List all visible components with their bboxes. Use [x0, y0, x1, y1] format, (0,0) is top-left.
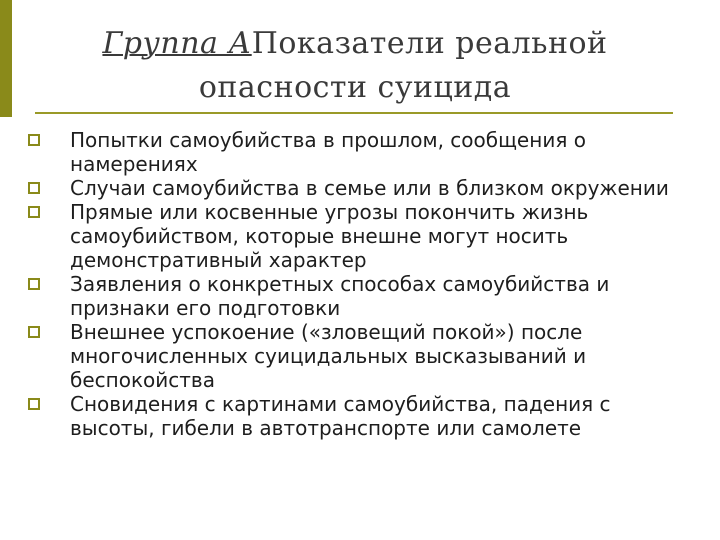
title-main: Показатели реальной опасности суицида	[198, 26, 608, 105]
bullet-text: Заявления о конкретных способах самоубийства и признаки его подготовки	[70, 272, 610, 320]
open-square-bullet-icon	[28, 206, 40, 218]
title-divider	[35, 112, 673, 114]
bullet-text: Попытки самоубийства в прошлом, сообщения о намерениях	[70, 128, 586, 176]
title-prefix: Группа А	[102, 26, 252, 61]
bullet-text: Сновидения с картинами самоубийства, падения с высоты, гибели в автотранспорте или самолете	[70, 392, 611, 440]
bullet-list	[28, 128, 698, 440]
bullet-item	[28, 320, 698, 392]
bullet-item	[28, 128, 698, 176]
bullet-item	[28, 200, 698, 272]
bullet-item	[28, 272, 698, 320]
bullet-text: Внешнее успокоение («зловещий покой») после многочисленных суицидальных высказываний и беспокойства	[70, 320, 587, 392]
accent-sidebar-bar	[0, 0, 12, 117]
bullet-text: Случаи самоубийства в семье или в близком окружении	[70, 176, 669, 200]
bullet-text: Прямые или косвенные угрозы покончить жизнь самоубийством, которые внешне могут носить демонстративный характер	[70, 200, 589, 272]
open-square-bullet-icon	[28, 278, 40, 290]
open-square-bullet-icon	[28, 182, 40, 194]
open-square-bullet-icon	[28, 326, 40, 338]
bullet-item	[28, 392, 698, 440]
open-square-bullet-icon	[28, 134, 40, 146]
open-square-bullet-icon	[28, 398, 40, 410]
bullet-item	[28, 176, 698, 200]
slide-title	[30, 22, 680, 110]
